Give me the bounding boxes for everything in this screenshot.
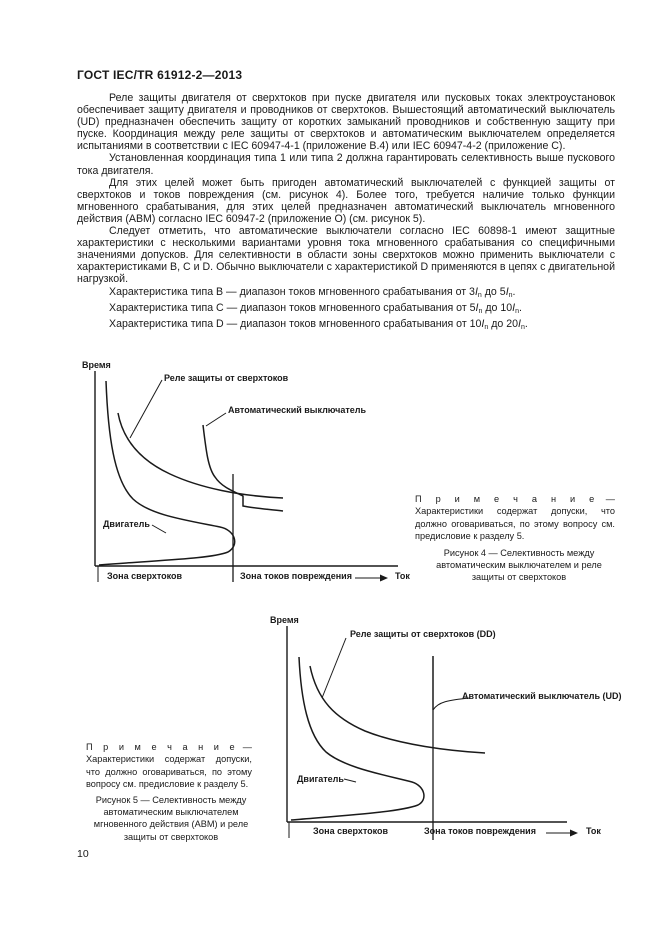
fig5-zone-fault: Зона токов повреждения [424,826,536,836]
current-arrow-head [380,575,388,582]
fig5-y-label: Время [270,615,299,625]
fig4-zone-fault: Зона токов повреждения [240,571,352,581]
paragraph: Реле защиты двигателя от сверхтоков при пуске двигателя или пусковых токах электроустановок обеспечивает защиту двигателя и проводников от сверхтоков. Вышестоящий автоматический выключатель (UD) предназначен обеспечить защиту от коротких замыканий проводников и собственную защиту при пуске. Координация между реле защиты от сверхтоков и автоматическим выключателем определяется испытаниями в соответствии с IEC 60947-4-1 (приложение В.4) или IEC 60947-4-2 (приложение С). [77,92,615,153]
figure-5 [287,626,570,840]
relay-leader [130,380,162,438]
fig4-breaker-label: Автоматический выключатель [228,405,367,415]
fig4-motor-label: Двигатель [103,519,150,529]
characteristic-d: Характеристика типа D — диапазон токов мгновенного срабатывания от $10I_n$ до $20I_n$. [109,317,528,331]
fig4-relay-label: Реле защиты от сверхтоков [164,373,289,383]
fig5-x-label: Ток [586,826,601,836]
page-number: 10 [77,848,89,860]
figure-4 [95,371,398,582]
fig5-zone-overcurrent: Зона сверхтоков [313,826,389,836]
overcurrent-relay-curve [118,413,283,498]
current-arrow-head [570,830,578,837]
paragraph: Для этих целей может быть пригоден автоматический выключателей с функцией защиты от сверхтоков и токов повреждения (см. рисунок 4). Более того, требуется наличие только функции мгновенного срабатывания, для этих целей предназначен автоматический выключатель мгновенного действия (АВМ) согласно IEC 60947-2 (приложение О) (см. рисунок 5). [77,176,615,225]
motor-leader [152,525,166,533]
fig5-breaker-label: Автоматический выключатель (UD) [462,691,622,701]
fig4-x-label: Ток [395,571,410,581]
figure5-note: П р и м е ч а н и е — Характеристики содержат допуски, что должно оговариваться, по этому вопросу см. предисловие к разделу 5. [86,742,252,789]
breaker-leader [206,413,226,426]
motor-curve [291,657,424,820]
figure4-caption: Рисунок 4 — Селективность между автоматическим выключателем и реле защиты от сверхтоков [436,548,602,583]
breaker-curve [203,425,283,511]
characteristic-c: Характеристика типа С — диапазон токов мгновенного срабатывания от $5I_n$ до $10I_n$. [109,301,522,315]
fig5-motor-label: Двигатель [297,774,344,784]
fig5-relay-label: Реле защиты от сверхтоков (DD) [350,629,496,639]
overcurrent-relay-curve [310,666,485,753]
paragraph: Следует отметить, что автоматические выключатели согласно IEC 60898-1 имеют защитные характеристики с несколькими вариантами уровня тока мгновенного срабатывания со специфичными значениями допусков. Для селективности в области зоны сверхтоков можно применить выключатели с характеристиками В, С и D. Обычно выключатели с характеристикой D применяются в цепях с двигательной нагрузкой. [77,225,615,286]
figure4-note: П р и м е ч а н и е — Характеристики содержат допуски, что должно оговариваться, по этому вопросу см. предисловие к разделу 5. [415,494,615,541]
relay-leader [322,638,346,698]
characteristic-b: Характеристика типа В — диапазон токов мгновенного срабатывания от $3I_n$ до $5I_n$. [109,285,516,299]
paragraph: Установленная координация типа 1 или типа 2 должна гарантировать селективность выше пускового тока двигателя. [77,152,615,177]
fig4-y-label: Время [82,360,111,370]
figure5-caption: Рисунок 5 — Селективность между автоматическим выключателем мгновенного действия (АВМ) и реле защиты от сверхтоков [93,795,249,842]
fig4-zone-overcurrent: Зона сверхтоков [107,571,183,581]
document-header: ГОСТ IEC/TR 61912-2—2013 [77,68,243,82]
motor-leader [344,779,356,782]
